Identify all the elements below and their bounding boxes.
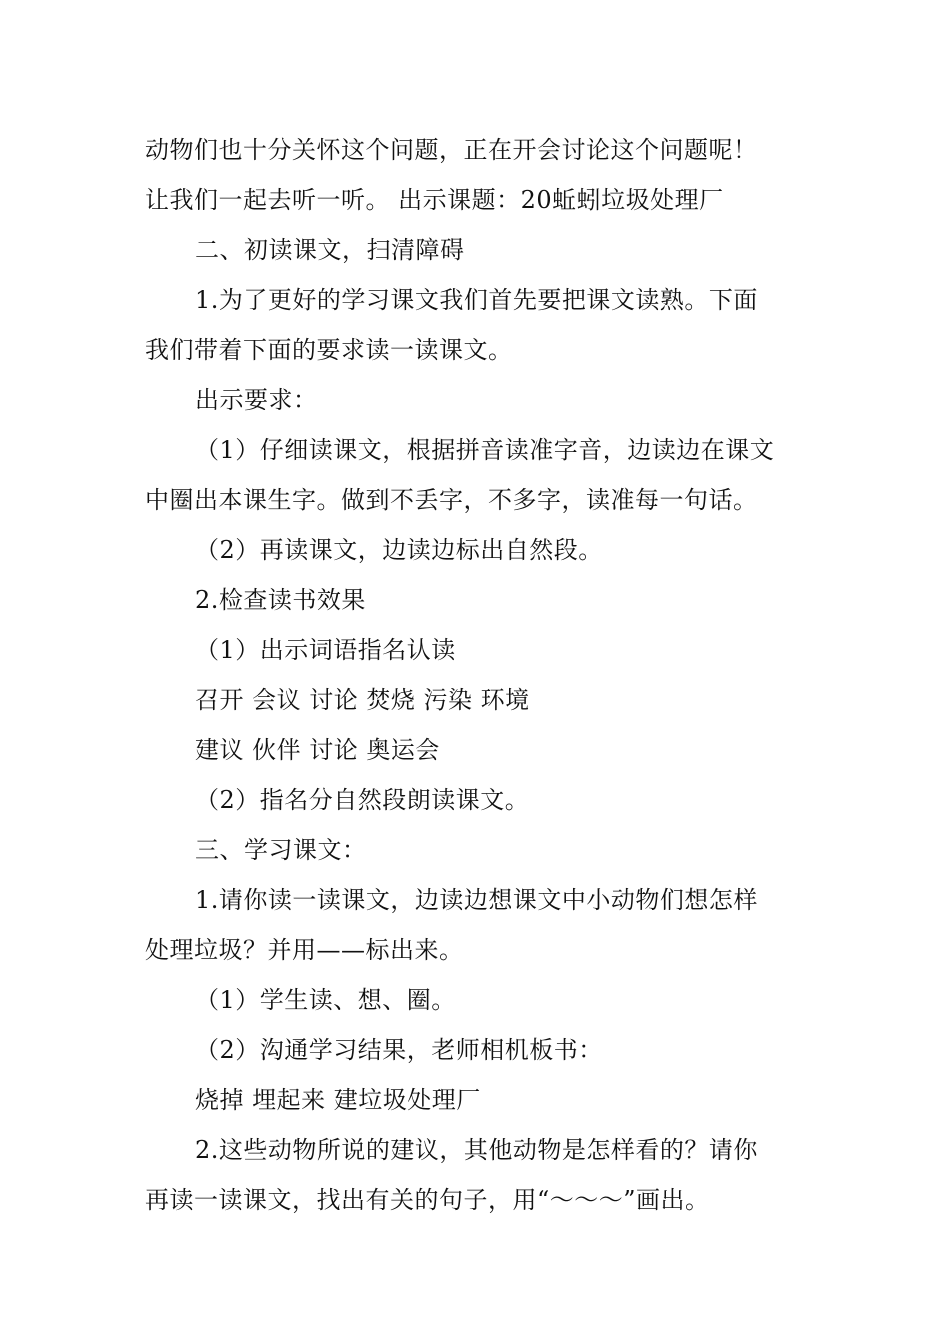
text-line-14: （2）指名分自然段朗读课文。 <box>195 786 530 814</box>
text-line-9: （2）再读课文，边读边标出自然段。 <box>195 536 603 564</box>
text-line-4: 1.为了更好的学习课文我们首先要把课文读熟。下面 <box>195 286 758 314</box>
text-line-8: 中圈出本课生字。做到不丢字，不多字，读准每一句话。 <box>145 486 758 514</box>
vocab-line-1: 召开 会议 讨论 焚烧 污染 环境 <box>195 686 530 714</box>
text-line-19: （2）沟通学习结果，老师相机板书： <box>195 1036 603 1064</box>
text-line-1: 动物们也十分关怀这个问题，正在开会讨论这个问题呢！ <box>145 136 758 164</box>
text-line-22: 再读一读课文，找出有关的句子，用“～～～”画出。 <box>145 1186 710 1214</box>
text-line-21: 2.这些动物所说的建议，其他动物是怎样看的？请你 <box>195 1136 758 1164</box>
text-line-7: （1）仔细读课文，根据拼音读准字音，边读边在课文 <box>195 436 775 464</box>
section-heading-2: 二、初读课文，扫清障碍 <box>195 236 465 264</box>
text-line-10: 2.检查读书效果 <box>195 586 366 614</box>
text-line-2: 让我们一起去听一听。 出示课题：20蚯蚓垃圾处理厂 <box>145 186 724 214</box>
text-line-17: 处理垃圾？并用——标出来。 <box>145 936 464 964</box>
board-line: 烧掉 埋起来 建垃圾处理厂 <box>195 1086 481 1114</box>
text-line-18: （1）学生读、想、圈。 <box>195 986 456 1014</box>
section-heading-3: 三、学习课文： <box>195 836 367 864</box>
vocab-line-2: 建议 伙伴 讨论 奥运会 <box>195 736 440 764</box>
text-line-11: （1）出示词语指名认读 <box>195 636 456 664</box>
text-line-5: 我们带着下面的要求读一读课文。 <box>145 336 513 364</box>
text-line-6: 出示要求： <box>195 386 318 414</box>
text-line-16: 1.请你读一读课文，边读边想课文中小动物们想怎样 <box>195 886 758 914</box>
